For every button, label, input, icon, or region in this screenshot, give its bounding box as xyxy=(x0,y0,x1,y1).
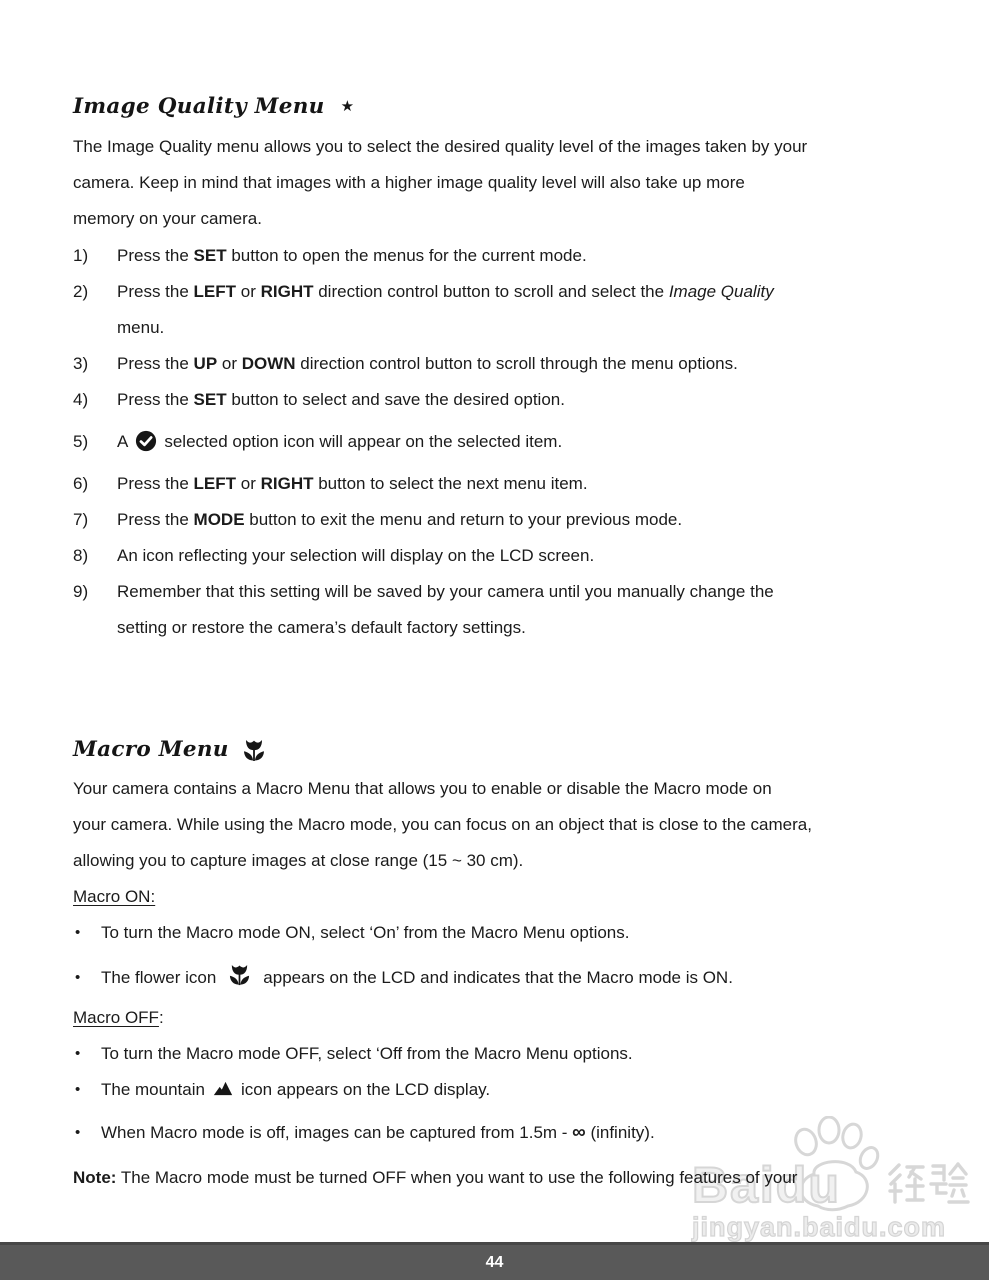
bullet-item xyxy=(73,915,907,951)
bullet-icon: • xyxy=(75,1081,81,1098)
image-quality-steps xyxy=(73,238,907,646)
flower-icon xyxy=(242,739,266,763)
step-text: An icon reflecting your selection will display on the LCD screen. xyxy=(117,546,595,565)
step-number: 2) xyxy=(73,282,89,301)
bullet-item xyxy=(73,1115,907,1151)
step-4 xyxy=(73,382,907,418)
step-number: 3) xyxy=(73,354,89,373)
note-paragraph: Note: The Macro mode must be turned OFF when you want to use the following features of your xyxy=(73,1168,798,1187)
macro-on-label: Macro ON: xyxy=(73,887,156,906)
bullet-item xyxy=(73,960,907,996)
step-text: Press the LEFT or RIGHT direction control button to scroll and select the Image Quality menu. xyxy=(117,282,774,337)
step-1 xyxy=(73,238,907,274)
bullet-text: To turn the Macro mode ON, select ‘On’ from the Macro Menu options. xyxy=(101,923,630,942)
mountain-icon xyxy=(213,1081,233,1096)
image-quality-intro: The Image Quality menu allows you to select the desired quality level of the images taken by your camera. Keep in mind that images with a higher image quality level will also take up more memory on your camera. xyxy=(73,137,808,228)
step-8 xyxy=(73,538,907,574)
step-number: 1) xyxy=(73,246,89,265)
star-icon: ★ xyxy=(340,97,355,115)
check-circle-icon xyxy=(135,430,157,452)
step-5 xyxy=(73,424,907,460)
bullet-text: The mountain icon appears on the LCD display. xyxy=(101,1080,491,1099)
step-number: 4) xyxy=(73,390,89,409)
section-title-text: Image Quality Menu xyxy=(73,94,325,119)
flower-icon xyxy=(228,964,251,987)
step-9 xyxy=(73,574,907,646)
step-text: Press the SET button to select and save the desired option. xyxy=(117,390,565,409)
watermark-brand-text: Baidu xyxy=(692,1157,841,1213)
macro-off-label: Macro OFF: xyxy=(73,1008,164,1027)
bullet-icon: • xyxy=(75,1124,81,1141)
step-number: 9) xyxy=(73,582,89,601)
step-number: 8) xyxy=(73,546,89,565)
step-6 xyxy=(73,466,907,502)
step-text: A selected option icon will appear on the selected item. xyxy=(117,432,562,451)
step-text: Press the MODE button to exit the menu and return to your previous mode. xyxy=(117,510,683,529)
image-quality-section-title xyxy=(73,93,907,121)
bullet-icon: • xyxy=(75,969,81,986)
bullet-icon: • xyxy=(75,924,81,941)
step-2 xyxy=(73,274,907,346)
page-number: 44 xyxy=(485,1254,504,1271)
step-number: 5) xyxy=(73,432,89,451)
step-number: 7) xyxy=(73,510,89,529)
bullet-text: To turn the Macro mode OFF, select ‘Off from the Macro Menu options. xyxy=(101,1044,633,1063)
bullet-item xyxy=(73,1072,907,1108)
step-7 xyxy=(73,502,907,538)
step-3 xyxy=(73,346,907,382)
step-text: Press the UP or DOWN direction control button to scroll through the menu options. xyxy=(117,354,738,373)
step-text: Press the LEFT or RIGHT button to select the next menu item. xyxy=(117,474,588,493)
bullet-icon: • xyxy=(75,1045,81,1062)
page-footer xyxy=(0,1242,989,1280)
step-text: Remember that this setting will be saved by your camera until you manually change the setting or restore the camera’s default factory settings. xyxy=(117,582,774,637)
bullet-item xyxy=(73,1036,907,1072)
macro-section-title xyxy=(73,736,907,764)
section-title-text: Macro Menu xyxy=(73,737,229,762)
step-text: Press the SET button to open the menus for the current mode. xyxy=(117,246,587,265)
bullet-text: When Macro mode is off, images can be captured from 1.5m - ∞ (infinity). xyxy=(101,1122,655,1143)
watermark-site-text: jingyan.baidu.com xyxy=(692,1212,947,1242)
step-number: 6) xyxy=(73,474,89,493)
bullet-text: The flower icon appears on the LCD and indicates that the Macro mode is ON. xyxy=(101,968,733,987)
macro-intro: Your camera contains a Macro Menu that allows you to enable or disable the Macro mode on your camera. While using the Macro mode, you can focus on an object that is close to the camera, allowing you to capture images at close range (15 ~ 30 cm). xyxy=(73,779,812,870)
